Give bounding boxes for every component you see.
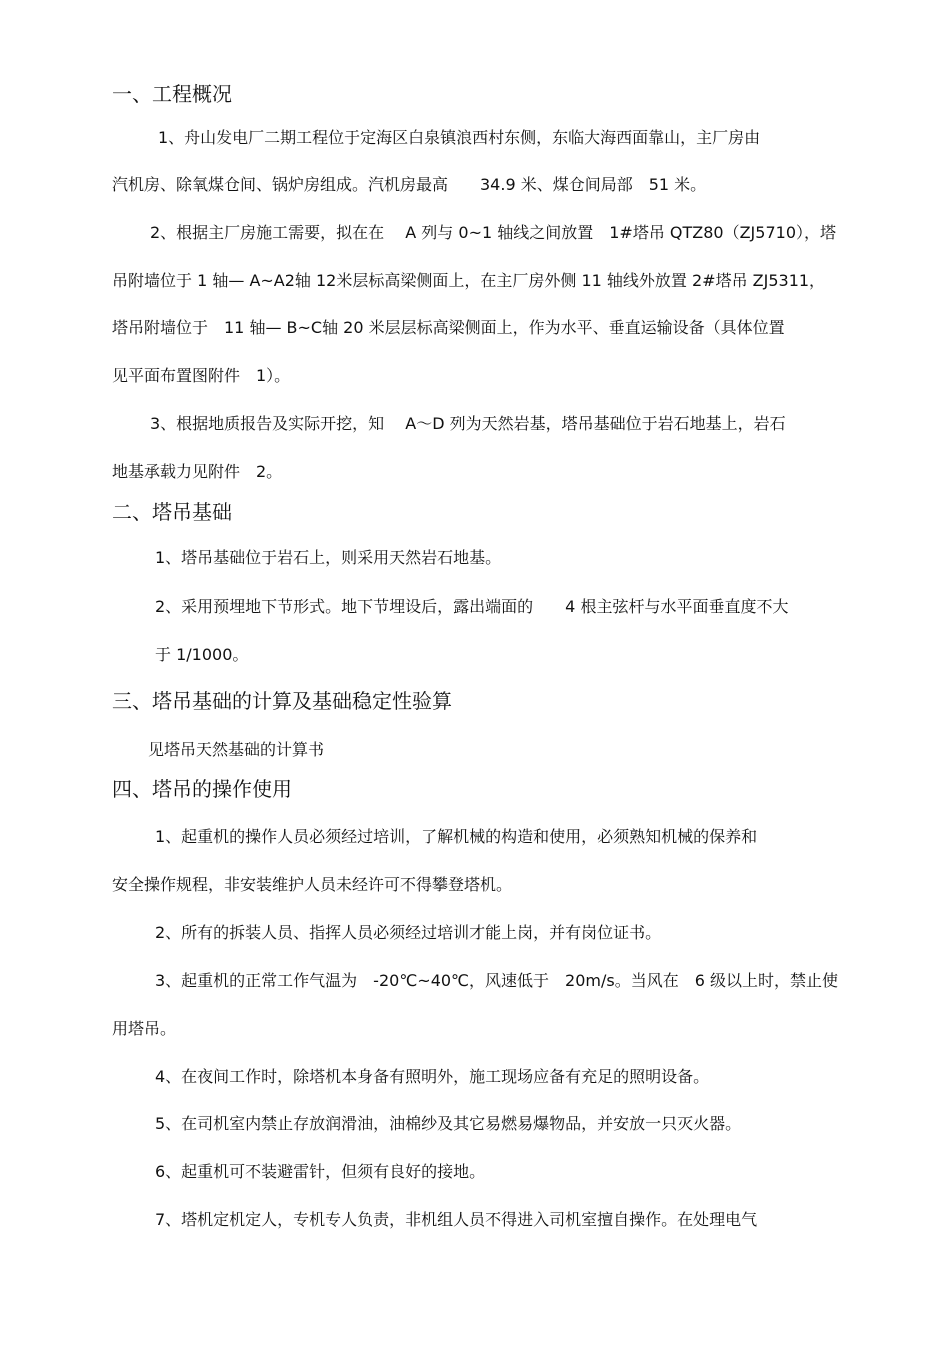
section-heading-1: 一、工程概况 (112, 82, 232, 106)
paragraph-line: 1、舟山发电厂二期工程位于定海区白泉镇浪西村东侧，东临大海西面靠山，主厂房由 (158, 128, 761, 147)
paragraph-line: 6、起重机可不装避雷针，但须有良好的接地。 (155, 1162, 486, 1181)
paragraph-line: 1、起重机的操作人员必须经过培训，了解机械的构造和使用，必须熟知机械的保养和 (155, 827, 758, 846)
paragraph-line: 1、塔吊基础位于岩石上，则采用天然岩石地基。 (155, 548, 502, 567)
paragraph-line: 7、塔机定机定人，专机专人负责，非机组人员不得进入司机室擅自操作。在处理电气 (155, 1210, 758, 1229)
paragraph-line: 地基承载力见附件 2。 (112, 462, 283, 481)
paragraph-line: 5、在司机室内禁止存放润滑油，油棉纱及其它易燃易爆物品，并安放一只灭火器。 (155, 1114, 742, 1133)
paragraph-line: 吊附墙位于 1 轴— A~A2轴 12米层标高梁侧面上，在主厂房外侧 11 轴线外放置 2#塔吊 ZJ5311， (112, 271, 826, 290)
paragraph-line: 3、根据地质报告及实际开挖，知 A～D 列为天然岩基，塔吊基础位于岩石地基上，岩石 (150, 414, 786, 433)
paragraph-line: 于 1/1000。 (155, 645, 249, 664)
paragraph-line: 2、所有的拆装人员、指挥人员必须经过培训才能上岗，并有岗位证书。 (155, 923, 662, 942)
paragraph-line: 见平面布置图附件 1）。 (112, 366, 291, 385)
paragraph-line: 见塔吊天然基础的计算书 (148, 740, 325, 759)
section-heading-3: 三、塔吊基础的计算及基础稳定性验算 (112, 689, 452, 713)
section-heading-4: 四、塔吊的操作使用 (112, 777, 292, 801)
paragraph-line: 用塔吊。 (112, 1019, 177, 1038)
paragraph-line: 4、在夜间工作时，除塔机本身备有照明外，施工现场应备有充足的照明设备。 (155, 1067, 710, 1086)
paragraph-line: 3、起重机的正常工作气温为 -20℃~40℃，风速低于 20m/s。当风在 6 级以上时，禁止使 (155, 971, 838, 990)
paragraph-line: 2、采用预埋地下节形式。地下节埋设后，露出端面的 4 根主弦杆与水平面垂直度不大 (155, 597, 789, 616)
paragraph-line: 塔吊附墙位于 11 轴— B~C轴 20 米层层标高梁侧面上，作为水平、垂直运输设备（具体位置 (112, 318, 785, 337)
section-heading-2: 二、塔吊基础 (112, 500, 232, 524)
paragraph-line: 安全操作规程，非安装维护人员未经许可不得攀登塔机。 (112, 875, 513, 894)
paragraph-line: 2、根据主厂房施工需要，拟在在 A 列与 0~1 轴线之间放置 1#塔吊 QTZ80（ZJ5710），塔 (150, 223, 836, 242)
paragraph-line: 汽机房、除氧煤仓间、锅炉房组成。汽机房最高 34.9 米、煤仓间局部 51 米。 (112, 175, 707, 194)
